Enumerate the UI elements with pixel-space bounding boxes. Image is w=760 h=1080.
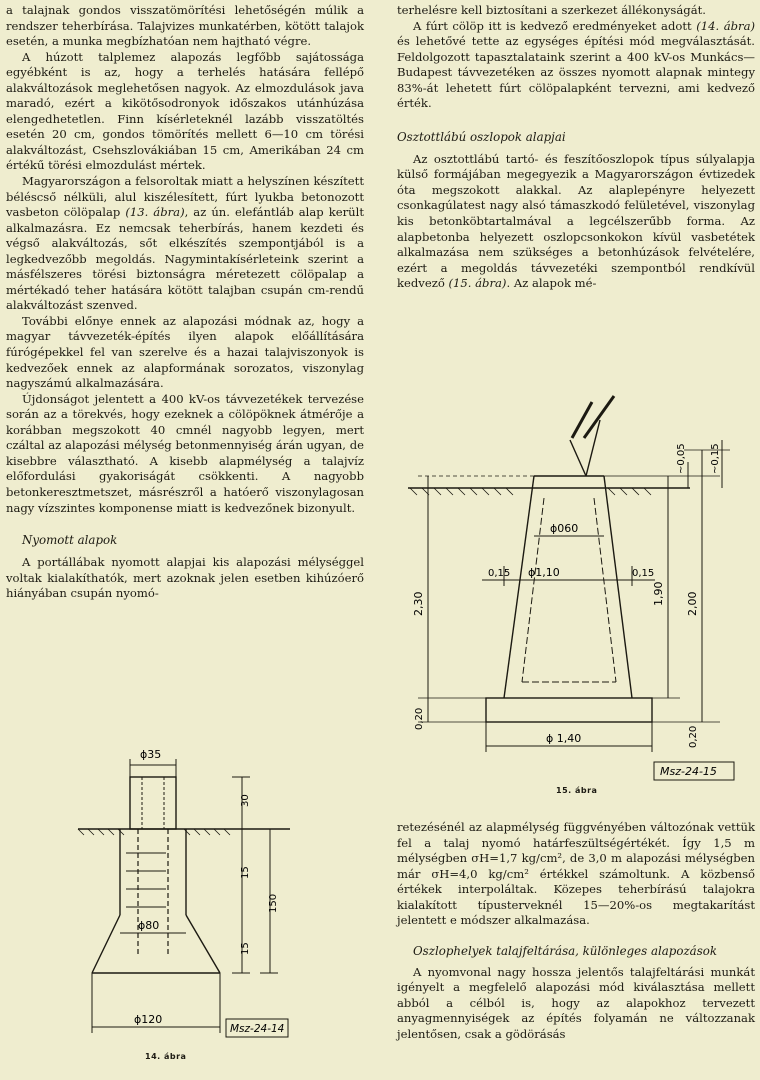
figure-reference: (13. ábra) <box>125 205 185 220</box>
paragraph: A nyomvonal nagy hossza jelentős talajfeltárási munkát igényelt a megfelelő alapozási mód kiválasztása mellett abból a célból is, hogy az alapokhoz tervezett anyagmennyiségek az építés folyamán ne változzanak jelentősen, csak a gödörásás <box>397 964 755 1042</box>
right-column-continued <box>397 820 755 1043</box>
dim-label: ϕ120 <box>134 1013 163 1026</box>
dim-label: 15 <box>240 942 251 955</box>
paragraph: a talajnak gondos visszatömörítési lehetőségén múlik a rendszer teherbírása. Talajvizes munkatérben, kötött talajok esetén, a munka megbízhatóan nem hajtható végre. <box>6 3 364 49</box>
paragraph: terhelésre kell biztosítani a szerkezet állékonyságát. <box>397 3 706 17</box>
figure-caption: 15. ábra <box>556 786 598 795</box>
dim-label: 2,00 <box>686 591 699 616</box>
paragraph: Újdonságot jelentett a 400 kV-os távvezetékek tervezése során az a törekvés, hogy ezeknek a cölöpöknek átmérője a korábban megszokott 40 cmnél nagyobb legyen, mert czáltal az alapozási mélység betonmennyiség árán ugyan, de kisebbre választható. A kisebb alapmélység a talajvíz előfordulási gyakoriságát csökkenti. A nagyobb betonkeresztmetszet, másrészről a hatóerő viszonylagosan nagy vízszintes komponense miatt is kedvezőnek bizonyult. <box>6 391 364 515</box>
dim-label: 150 <box>268 893 279 913</box>
figure-15-drawing <box>400 380 760 805</box>
paragraph: További előnye ennek az alapozási módnak az, hogy a magyar távvezeték-építés ilyen alapok előállítására fúrógépekkel fel van szerelve és a hazai talajviszonyok is kedvezőek ennek az alapformának sorozatos, viszonylag nagyszámú alkalmazására. <box>6 313 364 391</box>
dim-label: ~0,05 <box>676 443 687 474</box>
dim-label: ϕ1,10 <box>528 566 560 579</box>
section-heading: Oszlophelyek talajfeltárása, különleges alapozások <box>413 943 718 958</box>
dim-label: ϕ35 <box>140 748 162 761</box>
left-column <box>6 0 364 602</box>
dim-label: 2,30 <box>412 591 425 616</box>
dim-label: 15 <box>240 866 251 879</box>
right-column <box>397 0 755 292</box>
dim-label: ϕ060 <box>550 522 579 535</box>
paragraph: Magyarországon a felsoroltak miatt a helyszínen készített béléscső nélküli, alul kiszélesített, fúrt lyukba betonozott vasbeton cölöpalap (13. ábra), az ún. elefántláb alap került alkalmazásra. Ez nemcsak teherbírás, hanem kezdeti és végső alakváltozás, sőt elkészítés szempontjából is a legkedvezőbb megoldás. Nagymintakísérleteink szerint a másfélszeres törési biztonságra méretezett cölöpalap a mértékadó teher hatására kötött talajban csupán cm-rendű alakváltozást szenved. <box>6 174 364 313</box>
paragraph: Az osztottlábú tartó- és feszítőoszlopok típus súlyalapja külső formájában megegyezik a Magyarországon évtizedek óta megszokott alakkal. Az alaplepényre helyezett csonkagúlatest nagy alsó támaszkodó felületével, viszonylag kis betonköbtartalmával a legcélszerűbb forma. Az alapbetonba helyezett oszlopcsonkokon kívül vasbetétek alkalmazása nem szükséges a betonhúzások felvételére, ezért a megoldás távvezetéki szempontból rendkívül kedvező (15. ábra). Az alapok mé- <box>397 151 755 291</box>
paragraph: A portállábak nyomott alapjai kis alapozási mélységgel voltak kialakíthatók, mert azoknak jelen esetben kihúzóerő hiányában csupán nyomó- <box>6 555 364 601</box>
dim-label: 0,20 <box>688 725 699 748</box>
section-heading: Nyomott alapok <box>22 533 118 548</box>
dim-label: ϕ80 <box>138 919 160 932</box>
dim-label: ϕ 1,40 <box>546 732 582 745</box>
dim-label: 0,20 <box>414 707 425 730</box>
paragraph: A húzott talplemez alapozás legfőbb sajátossága egyébként is az, hogy a terhelés hatására fellépő alakváltozások meglehetősen nagyok. Az elmozdulások java maradó, ezért a kikötősodronyok időszakos utánhúzása elengedhetetlen. Finn kísérleteknél lazább visszatöltés esetén 20 cm, gondos tömörítés mellett 6—10 cm törési alakváltozást, Csehszlovákiában 15 cm, Amerikában 24 cm értékű törési elmozdulást mértek. <box>6 49 364 173</box>
paragraph: retezésénél az alapmélység függvényében változónak vettük fel a talaj nyomó határfeszültségértékét. Így 1,5 m mélységben σH=1,7 kg/cm², de 3,0 m alapozási mélységben már σH=4,0 kg/cm² értékkel számoltunk. A közbenső értékek interpoláltak. Közepes teherbírású talajokra kialakított típusterveknél 15—20%-os megtakarítást jelentett e módszer alkalmazása. <box>397 820 755 928</box>
dim-label: 30 <box>240 794 251 807</box>
figure-caption: 14. ábra <box>145 1052 187 1061</box>
figure-14-drawing <box>60 745 310 1045</box>
drawing-stamp: Msz-24-15 <box>660 765 717 778</box>
drawing-stamp: Msz-24-14 <box>230 1023 285 1035</box>
dim-label: ~0,15 <box>710 443 721 474</box>
dim-label: 0,15 <box>488 568 511 579</box>
dim-label: 0,15 <box>632 568 655 579</box>
dim-label: 1,90 <box>652 581 665 606</box>
figure-reference: (15. ábra) <box>448 276 507 291</box>
paragraph: A fúrt cölöp itt is kedvező eredményeket adott (14. ábra) és lehetővé tette az egységes építési mód megválasztását. Feldolgozott tapasztalataink szerint a 400 kV-os Munkács—Budapest távvezetéken az összes nyomott alapnak mintegy 83%-át lehetett fúrt cölöpalapként tervezni, ami kedvező érték. <box>397 18 755 111</box>
figure-reference: (14. ábra) <box>696 18 755 33</box>
section-heading: Osztottlábú oszlopok alapjai <box>397 129 566 144</box>
